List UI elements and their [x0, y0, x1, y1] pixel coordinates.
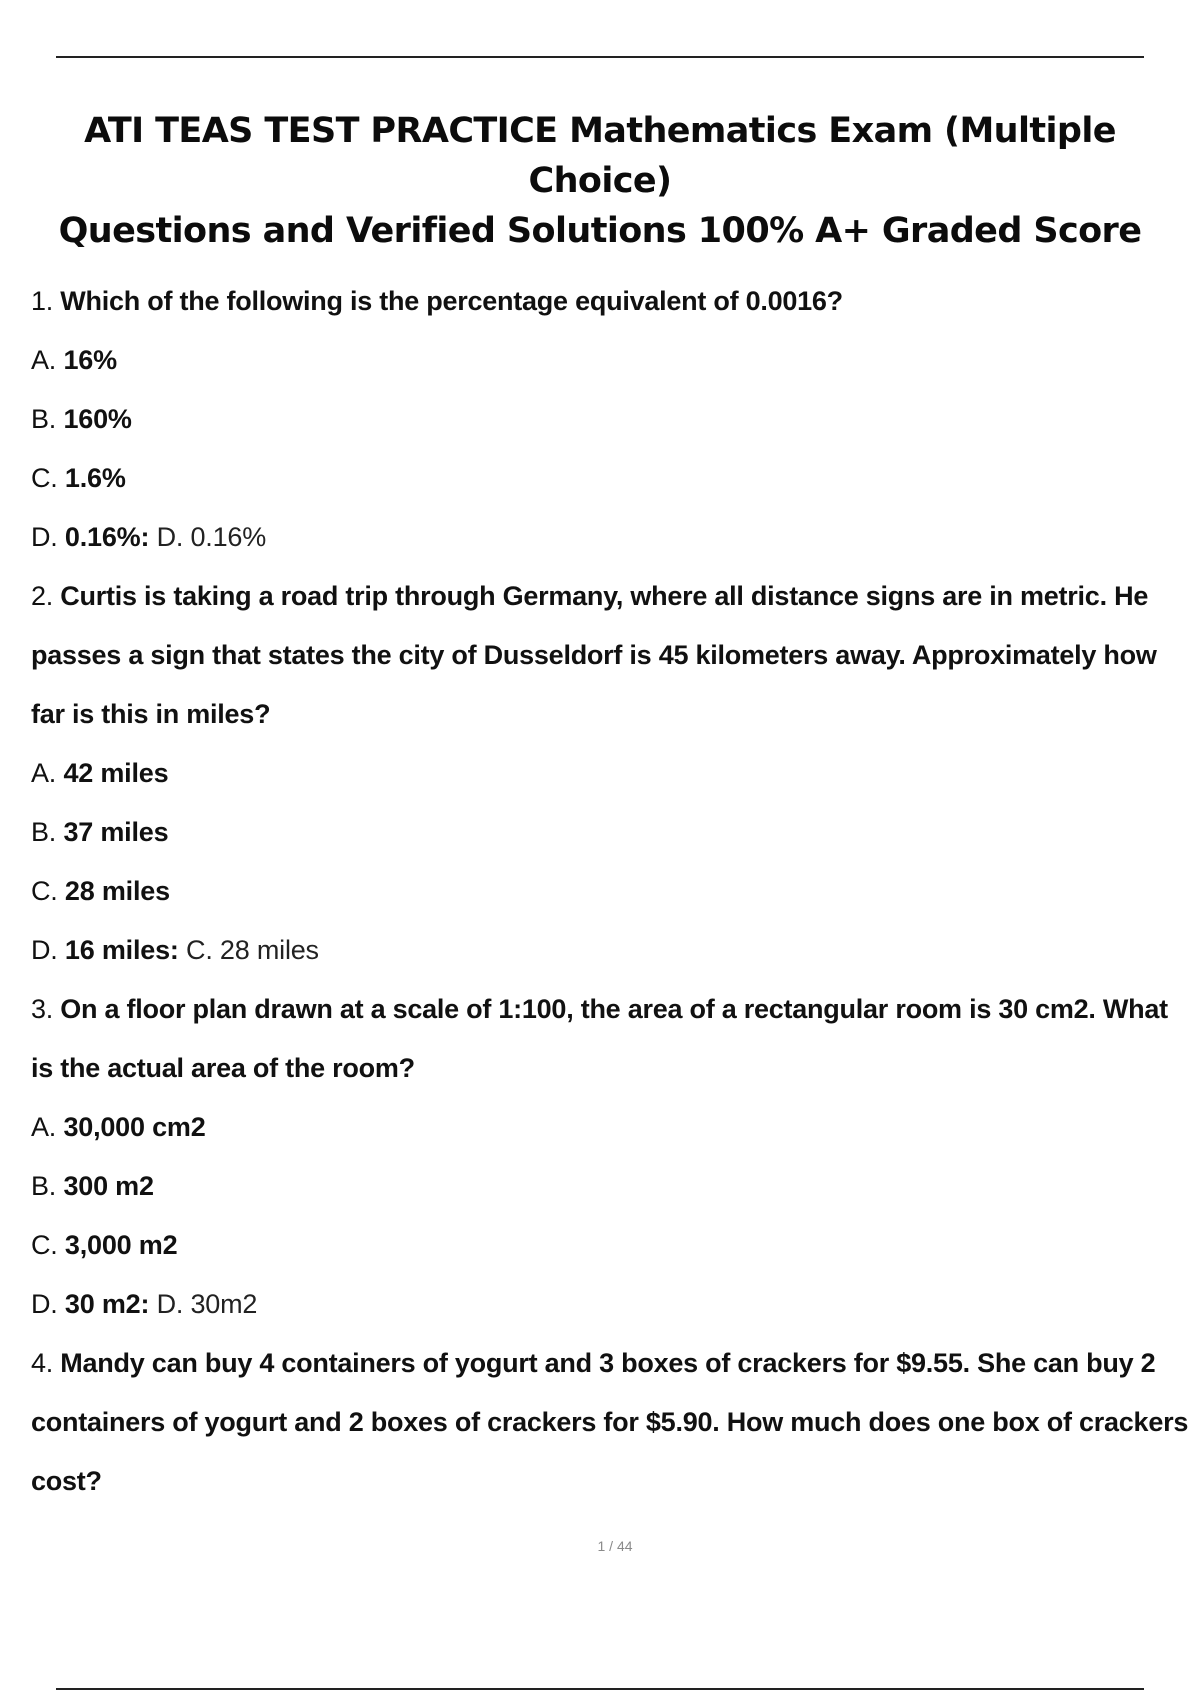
option-letter: B.: [31, 404, 57, 434]
option-b: [31, 803, 1191, 862]
option-text: 16%: [63, 345, 117, 375]
option-text: 300 m2: [63, 1171, 154, 1201]
question-text: [31, 567, 1191, 744]
question-number: 1.: [31, 286, 54, 316]
question-list: [31, 272, 1191, 1511]
option-b: [31, 390, 1191, 449]
bottom-rule: [56, 1688, 1144, 1690]
option-letter: C.: [31, 876, 58, 906]
option-letter: C.: [31, 1230, 58, 1260]
option-text: 3,000 m2: [64, 1230, 178, 1260]
question-prompt: Curtis is taking a road trip through Germany, where all distance signs are in metric. He passes a sign that states the city of Dusseldorf is 45 kilometers away. Approximately how far is this in miles?: [31, 581, 1157, 729]
question-prompt: Mandy can buy 4 containers of yogurt and 3 boxes of crackers for $9.55. She can buy 2 containers of yogurt and 2 boxes of crackers for $5.90. How much does one box of crackers cost?: [31, 1348, 1189, 1496]
page-number: 1 / 44: [597, 1538, 633, 1554]
option-letter: D.: [31, 1289, 58, 1319]
option-letter: B.: [31, 1171, 57, 1201]
option-text: 37 miles: [63, 817, 169, 847]
top-rule: [56, 56, 1144, 58]
option-a: [31, 1098, 1191, 1157]
question-text: [31, 980, 1191, 1098]
option-c: [31, 1216, 1191, 1275]
option-d: [31, 508, 1191, 567]
option-text: 0.16%:: [64, 522, 150, 552]
question-1: [31, 272, 1191, 567]
option-text: 160%: [63, 404, 132, 434]
option-letter: A.: [31, 758, 57, 788]
option-a: [31, 744, 1191, 803]
answer-text: D. 30m2: [156, 1289, 258, 1319]
answer-text: C. 28 miles: [186, 935, 319, 965]
option-letter: B.: [31, 817, 57, 847]
question-prompt: Which of the following is the percentage equivalent of 0.0016?: [60, 286, 843, 316]
option-d: [31, 1275, 1191, 1334]
question-2: [31, 567, 1191, 980]
question-prompt: On a floor plan drawn at a scale of 1:100, the area of a rectangular room is 30 cm2. What is the actual area of the room?: [31, 994, 1168, 1083]
option-d: [31, 921, 1191, 980]
question-number: 3.: [31, 994, 54, 1024]
question-number: 4.: [31, 1348, 54, 1378]
option-text: 28 miles: [64, 876, 170, 906]
option-letter: A.: [31, 345, 57, 375]
question-number: 2.: [31, 581, 54, 611]
question-3: [31, 980, 1191, 1334]
document-title: [40, 106, 1160, 256]
question-text: [31, 1334, 1191, 1511]
option-letter: D.: [31, 935, 58, 965]
option-text: 16 miles:: [64, 935, 179, 965]
option-letter: D.: [31, 522, 58, 552]
option-b: [31, 1157, 1191, 1216]
option-text: 30 m2:: [64, 1289, 150, 1319]
title-line-1: ATI TEAS TEST PRACTICE Mathematics Exam (Multiple Choice): [84, 111, 1116, 201]
option-c: [31, 862, 1191, 921]
question-4: [31, 1334, 1191, 1511]
option-a: [31, 331, 1191, 390]
option-letter: A.: [31, 1112, 57, 1142]
title-line-2: Questions and Verified Solutions 100% A+ Graded Score: [58, 211, 1142, 251]
option-text: 30,000 cm2: [63, 1112, 206, 1142]
option-text: 1.6%: [64, 463, 126, 493]
option-text: 42 miles: [63, 758, 169, 788]
question-text: [31, 272, 1191, 331]
option-c: [31, 449, 1191, 508]
answer-text: D. 0.16%: [156, 522, 267, 552]
option-letter: C.: [31, 463, 58, 493]
